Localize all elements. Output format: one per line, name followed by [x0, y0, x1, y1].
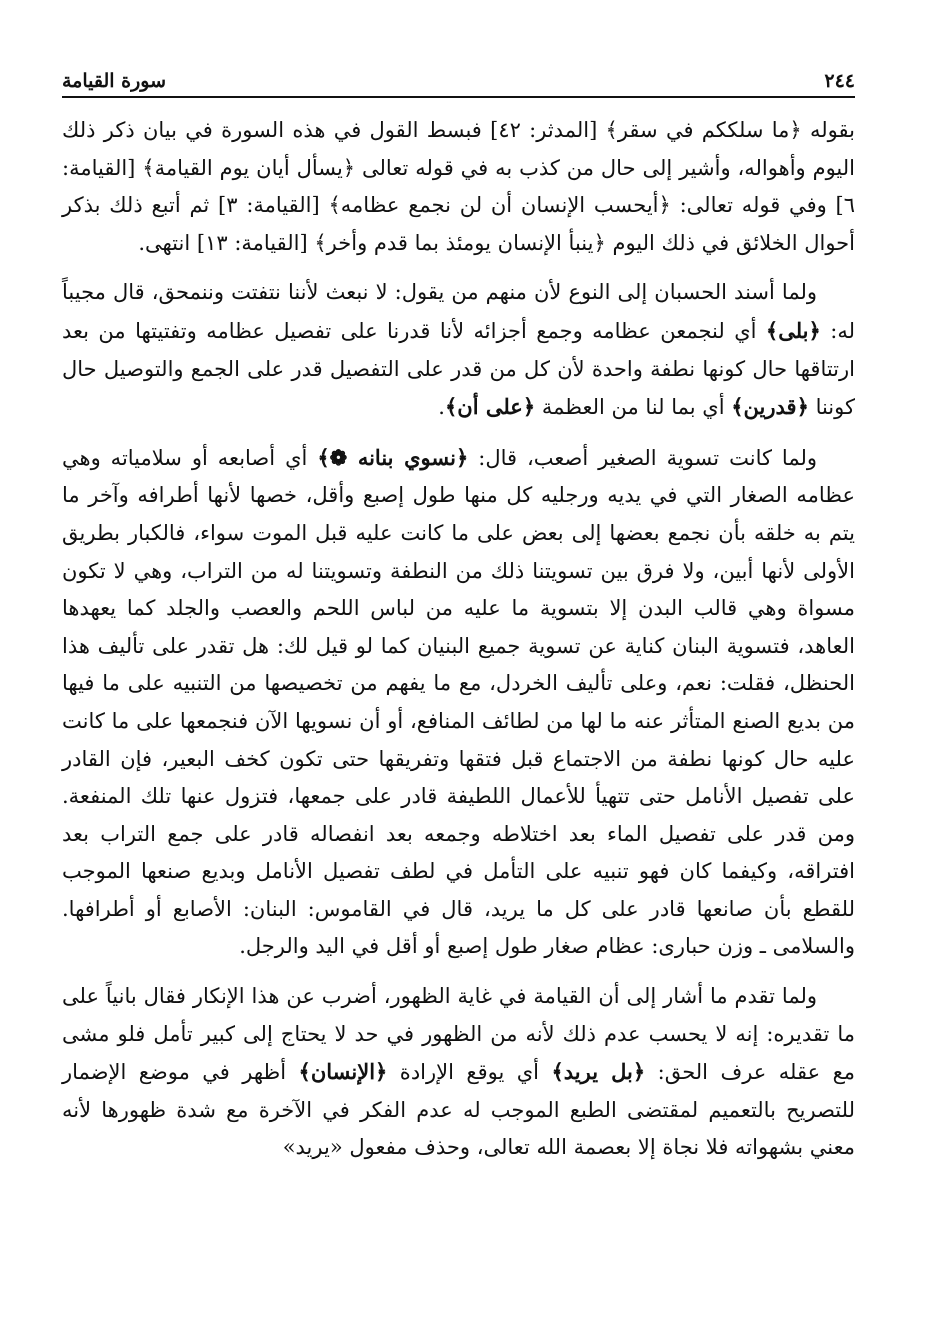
text-segment: أي يوقع الإرادة: [387, 1060, 552, 1085]
text-segment: ولما تقدم ما أشار إلى أن القيامة في غاية الظهور، أضرب عن هذا الإنكار فقال بانياً على ما تقديره: إنه لا يحسب عدم ذلك لأنه من الظهور في حد لا يحتاج إلى كبير تأمل فلو مشى مع عقله عرف الحق:: [62, 984, 855, 1085]
text-segment: أي بما لنا من العظمة: [535, 395, 732, 420]
quran-quote: ﴿على أن﴾: [444, 394, 536, 420]
page-number: ٢٤٤: [824, 70, 855, 92]
quran-quote: ﴿بل يريد﴾: [551, 1059, 646, 1085]
text-segment: ولما كانت تسوية الصغير أصعب، قال:: [468, 445, 818, 470]
surah-title: سورة القيامة: [62, 70, 167, 92]
text-segment: .: [438, 395, 445, 420]
text-segment: أظهر في موضع الإضمار للتصريح بالتعميم لمقتضى الطبع الموجب له عدم الفكر في الآخرة مع شدة ظهورها لأنه معني بشهواته فلا نجاة إلا بعصمة الله تعالى، وحذف مفعول «يريد»: [62, 1060, 855, 1160]
quran-quote: ﴿بلى﴾: [765, 317, 821, 343]
paragraph-3: [62, 439, 855, 966]
header-divider: [62, 96, 855, 98]
paragraph-4: [62, 978, 855, 1167]
paragraph-2: [62, 274, 855, 426]
text-segment: ولما أسند الحسبان إلى النوع لأن منهم من يقول: لا نبعث لأننا نتفتت وننمحق، قال مجيباً له:: [62, 280, 855, 343]
quran-quote: ﴿نسوي بنانه ❁﴾: [317, 444, 469, 470]
paragraph-1: [62, 112, 855, 262]
running-header: [62, 58, 855, 92]
text-segment: بقوله ﴿ما سلككم في سقر﴾ [المدثر: ٤٢] فبسط القول في هذه السورة في بيان ذكر ذلك اليوم وأهواله، وأشير إلى حال من كذب به في قوله تعالى ﴿يسأل أيان يوم القيامة﴾ [القيامة: ٦] وفي قوله تعالى: ﴿أيحسب الإنسان أن لن نجمع عظامه﴾ [القيامة: ٣] ثم أتبع ذلك بذكر أحوال الخلائق في ذلك اليوم ﴿ينبأ الإنسان يومئذ بما قدم وأخر﴾ [القيامة: ١٣] انتهى.: [62, 118, 856, 255]
text-segment: أي لنجمعن عظامه وجمع أجزائه لأنا قدرنا على تفصيل عظامه وتفتيتها من بعد ارتتاقها حال كونها نطفة واحدة لأن كل من قدر على التفصيل قدر على الجمع والتوصيل حال كوننا: [62, 318, 855, 420]
main-text: [62, 112, 855, 1179]
quran-quote: ﴿الإنسان﴾: [298, 1059, 388, 1085]
quran-quote: ﴿قدرين﴾: [731, 394, 809, 420]
text-segment: أي أصابعه أو سلامياته وهي عظامه الصغار التي في يديه ورجليه كل منها طول إصبع وأقل، خصها لأنها أطرافه وآخر ما يتم به خلقه بأن نجمع بعضها إلى بعض على ما كانت عليه قبل الموت سواء، فالكبار بطريق الأولى لأنها أبين، ولا فرق بين تسويتنا ذلك من النطفة وتسويتنا له من التراب، وهي لا تكون مسواة وهي قالب البدن إلا بتسوية ما عليه من لباس اللحم والعصب والجلد كما يعهدها العاهد، فتسوية البنان كناية عن تسوية جميع البنيان كما لو قيل لك: هل تقدر على تأليف هذا الحنظل، فقلت: نعم، وعلى تأليف الخردل، مع ما يفهم من تخصيصها من التنبيه على ما فيها من بديع الصنع المتأثر عنه ما لها من لطائف المنافع، أو أن نسويها الآن فنجمعها على ما كانت عليه حال كونها نطفة من الاجتماع قبل فتقها وتفريقها حتى تكون كخف البعير، فإن القادر على تفصيل الأنامل حتى تتهيأ للأعمال اللطيفة قادر على جمعها، فتزول عنها تلك المنفعة. ومن قدر على تفصيل الماء بعد اختلاطه وجمعه بعد انفصاله قادر على جمع التراب بعد افتراقه، وكيفما كان فهو تنبيه على التأمل في لطف تفصيل الأنامل وبديع صنعها الموجب للقطع بأن صانعها قادر على كل ما يريد، قال في القاموس: البنان: الأصابع أو أطرافها. والسلامى ـ وزن حبارى: عظام صغار طول إصبع أو أقل في اليد والرجل.: [62, 445, 855, 959]
